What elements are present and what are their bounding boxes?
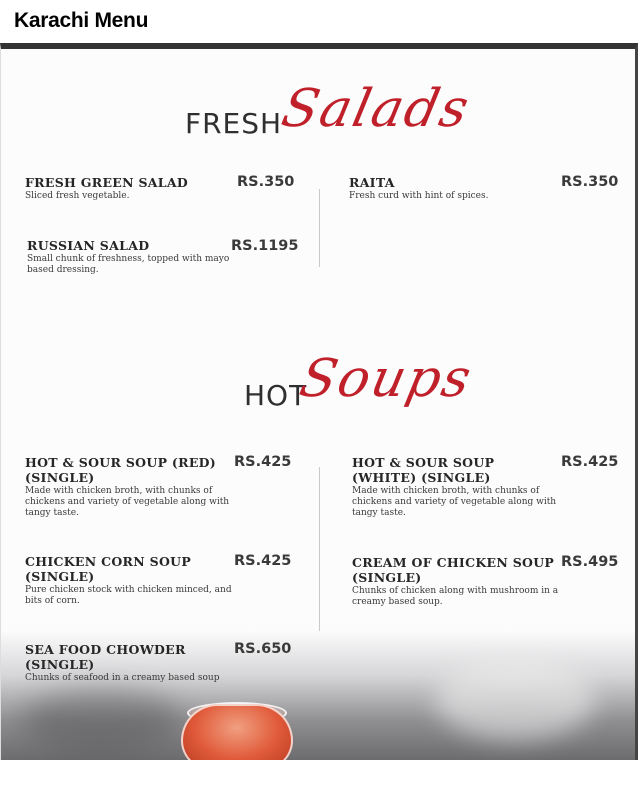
menu-item-chicken-corn-soup xyxy=(25,554,237,607)
item-description: Small chunk of freshness, topped with mayo based dressing. xyxy=(27,254,230,275)
item-price: RS.1195 xyxy=(231,238,299,254)
page-title: Karachi Menu xyxy=(14,9,149,32)
item-description: Made with chicken broth, with chunks of chickens and variety of vegetable along with tangy taste. xyxy=(25,486,230,518)
menu-item-raita xyxy=(349,175,559,202)
soups-title-word: HOT xyxy=(244,379,308,412)
soups-title-script: Soups xyxy=(294,349,478,409)
item-name: RAITA xyxy=(349,175,395,190)
item-name: CHICKEN CORN SOUP (SINGLE) xyxy=(25,554,192,584)
column-divider xyxy=(319,467,320,631)
item-price: RS.495 xyxy=(561,554,619,570)
salads-title-script: Salads xyxy=(276,79,476,139)
menu-item-russian-salad xyxy=(27,238,235,276)
item-description: Chunks of seafood in a creamy based soup xyxy=(25,673,220,683)
item-price: RS.425 xyxy=(561,454,619,470)
menu-item-sea-food-chowder xyxy=(25,642,235,684)
menu-item-hot-sour-white xyxy=(352,455,560,519)
item-price: RS.350 xyxy=(561,174,619,190)
menu-page xyxy=(0,43,638,760)
menu-item-cream-of-chicken-soup xyxy=(352,555,562,608)
item-name: RUSSIAN SALAD xyxy=(27,238,150,253)
menu-item-hot-sour-red xyxy=(25,455,235,519)
item-price: RS.425 xyxy=(234,454,292,470)
item-name: SEA FOOD CHOWDER (SINGLE) xyxy=(25,642,186,672)
item-price: RS.425 xyxy=(234,553,292,569)
item-description: Fresh curd with hint of spices. xyxy=(349,191,489,201)
item-description: Pure chicken stock with chicken minced, and bits of corn. xyxy=(25,585,232,606)
item-description: Sliced fresh vegetable. xyxy=(25,191,130,201)
item-name: HOT & SOUR SOUP (RED) (SINGLE) xyxy=(25,455,216,485)
soup-bowl-image xyxy=(181,704,293,760)
item-description: Chunks of chicken along with mushroom in a creamy based soup. xyxy=(352,586,559,607)
item-name: HOT & SOUR SOUP (WHITE) (SINGLE) xyxy=(352,455,495,485)
column-divider xyxy=(319,189,320,267)
item-price: RS.350 xyxy=(237,174,295,190)
item-description: Made with chicken broth, with chunks of chickens and variety of vegetable along with tangy taste. xyxy=(352,486,557,518)
item-price: RS.650 xyxy=(234,641,292,657)
item-name: FRESH GREEN SALAD xyxy=(25,175,189,190)
salads-title-word: FRESH xyxy=(185,107,283,140)
menu-item-fresh-green-salad xyxy=(25,175,240,202)
item-name: CREAM OF CHICKEN SOUP (SINGLE) xyxy=(352,555,555,585)
